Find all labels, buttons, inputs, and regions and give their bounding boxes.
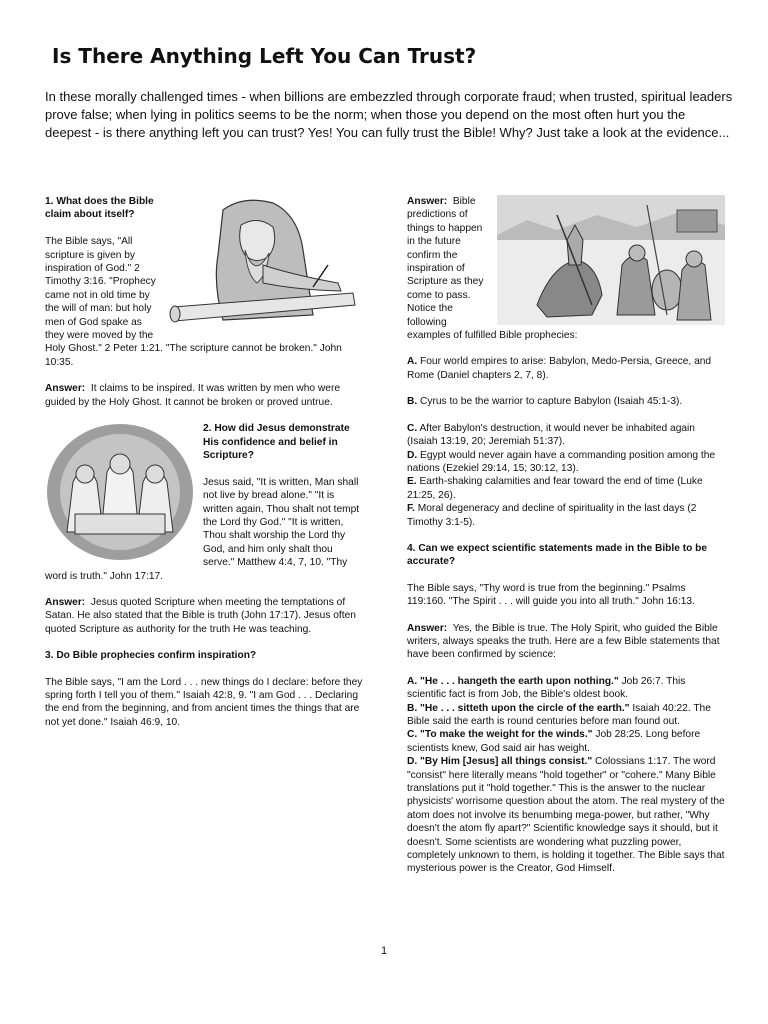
section-3-body: The Bible says, "I am the Lord . . . new things do I declare: before they spring forth I tell you of them." Isaiah 42:8, 9. "I am God . . . Declaring the end from the beginning, and from ancient times the things that are not yet done." Isaiah 46:9, 10. <box>45 676 363 728</box>
prophecy-c-label: C. <box>407 422 418 434</box>
science-c-text: Job 28:25. Long before scientists knew, God said air has weight. <box>407 729 701 754</box>
section-1-body: The Bible says, "All scripture is given by inspiration of God." 2 Timothy 3:16. "Prophecy came not in old time by the will of man: but holy men of God spake as they were moved by the Holy Ghost." 2 Peter 1:21. "The scripture cannot be broken." John 10:35. <box>45 236 342 368</box>
answer-4-text: Yes, the Bible is true. The Holy Spirit, who guided the Bible writers, always speaks the truth. Here are a few Bible statements that have been confirmed by science: <box>407 622 720 661</box>
prophecy-e-label: E. <box>407 476 417 488</box>
science-b-label: B. "He . . . sitteth upon the circle of the earth." <box>407 702 630 714</box>
page-number: 1 <box>380 945 388 957</box>
question-4: 4. Can we expect scientific statements made in the Bible to be accurate? <box>407 542 708 568</box>
science-a-text: Job 26:7. This scientific fact is from Job, the Bible's oldest book. <box>407 675 686 701</box>
prophecy-f-text: Moral degeneracy and decline of spirituality in the last days (2 Timothy 3:1-5). <box>407 503 697 528</box>
prophecy-f-label: F. <box>407 503 415 515</box>
science-b-text: Isaiah 40:22. The Bible said the earth is round centuries before man found out. <box>407 702 711 727</box>
section-2-body: Jesus said, "It is written, Man shall not live by bread alone." "It is written again, Thou shalt not tempt the Lord thy God." "It is written, Thou shalt worship the Lord thy God, and him only shalt thou serve." Matthew 4:4, 7, 10. "Thy word is truth." John 17:17. <box>45 476 360 582</box>
prophecy-a-text: Four world empires to arise: Babylon, Medo-Persia, Greece, and Rome (Daniel chapters 2, 7, 8). <box>407 356 712 381</box>
prophecy-a-label: A. <box>407 356 418 368</box>
answer-4-label: Answer: <box>407 622 448 634</box>
three-men-illustration-icon <box>45 422 195 562</box>
science-c-label: C. "To make the weight for the winds." <box>407 729 593 741</box>
prophecy-e-text: Earth-shaking calamities and fear toward the end of time (Luke 21:25, 26). <box>407 476 703 501</box>
page-title: Is There Anything Left You Can Trust? <box>52 44 477 68</box>
question-3: 3. Do Bible prophecies confirm inspiration? <box>45 650 257 662</box>
question-1: 1. What does the Bible claim about itself? <box>45 196 154 221</box>
left-column <box>45 195 363 742</box>
section-4-body: The Bible says, "Thy word is true from the beginning." Psalms 119:160. "The Spirit . . . will guide you into all truth." John 16:13. <box>407 582 695 608</box>
answer-1-text: It claims to be inspired. It was written by men who were guided by the Holy Ghost. It cannot be broken or proved untrue. <box>45 383 341 408</box>
answer-3-text: Bible predictions of things to happen in the future confirm the inspiration of Scripture as they come to pass. Notice the following examples of fulfilled Bible prophecies: <box>407 196 578 342</box>
prophecy-c-text: After Babylon's destruction, it would never be inhabited again (Isaiah 13:19, 20; Jeremiah 51:37). <box>407 422 695 448</box>
science-d-text: Colossians 1:17. The word "consist" here literally means "hold together" or "cohere." Many Bible translations put it "hold together." This is the answer to the nuclear physicists' worrisome question about the atom. The real mystery of the atom does not involve its benumbing mega-power, but rather, "Why doesn't the atom fly apart?" Scientific knowledge says it should, but it doesn't. Some scientists are wondering what puzzling power, completely unknown to them, is holding it together. The Bible says that mysterious power is the Creator, God Himself. <box>407 756 725 875</box>
prophecy-b-label: B. <box>407 396 418 408</box>
science-a-label: A. "He . . . hangeth the earth upon nothing." <box>407 675 619 687</box>
answer-1-label: Answer: <box>45 383 86 395</box>
question-2: 2. How did Jesus demonstrate His confidence and belief in Scripture? <box>203 423 350 461</box>
right-column <box>407 195 725 876</box>
prophecy-d-label: D. <box>407 449 418 461</box>
science-d-label: D. "By Him [Jesus] all things consist." <box>407 756 593 768</box>
answer-2-text: Jesus quoted Scripture when meeting the temptations of Satan. He also stated that the Bible is truth (John 17:17). Jesus often quoted Scripture as authority for the truth He was teaching. <box>45 596 356 635</box>
scribe-illustration-icon <box>163 195 363 335</box>
warriors-illustration-icon <box>497 195 725 325</box>
prophecy-d-text: Egypt would never again have a commanding position among the nations (Ezekiel 29:14, 15; 30:12, 13). <box>407 449 716 474</box>
answer-2-label: Answer: <box>45 596 86 608</box>
answer-3-label: Answer: <box>407 196 448 207</box>
prophecy-b-text: Cyrus to be the warrior to capture Babylon (Isaiah 45:1-3). <box>420 396 683 408</box>
intro-paragraph: In these morally challenged times - when billions are embezzled through corporate fraud; when trusted, spiritual leaders prove false; when lying in politics seems to be the norm; when those you depend on the most often hurt you the deepest - is there anything left you can trust? Yes! You can fully trust the Bible! Why? Just take a look at the evidence... <box>45 89 733 140</box>
